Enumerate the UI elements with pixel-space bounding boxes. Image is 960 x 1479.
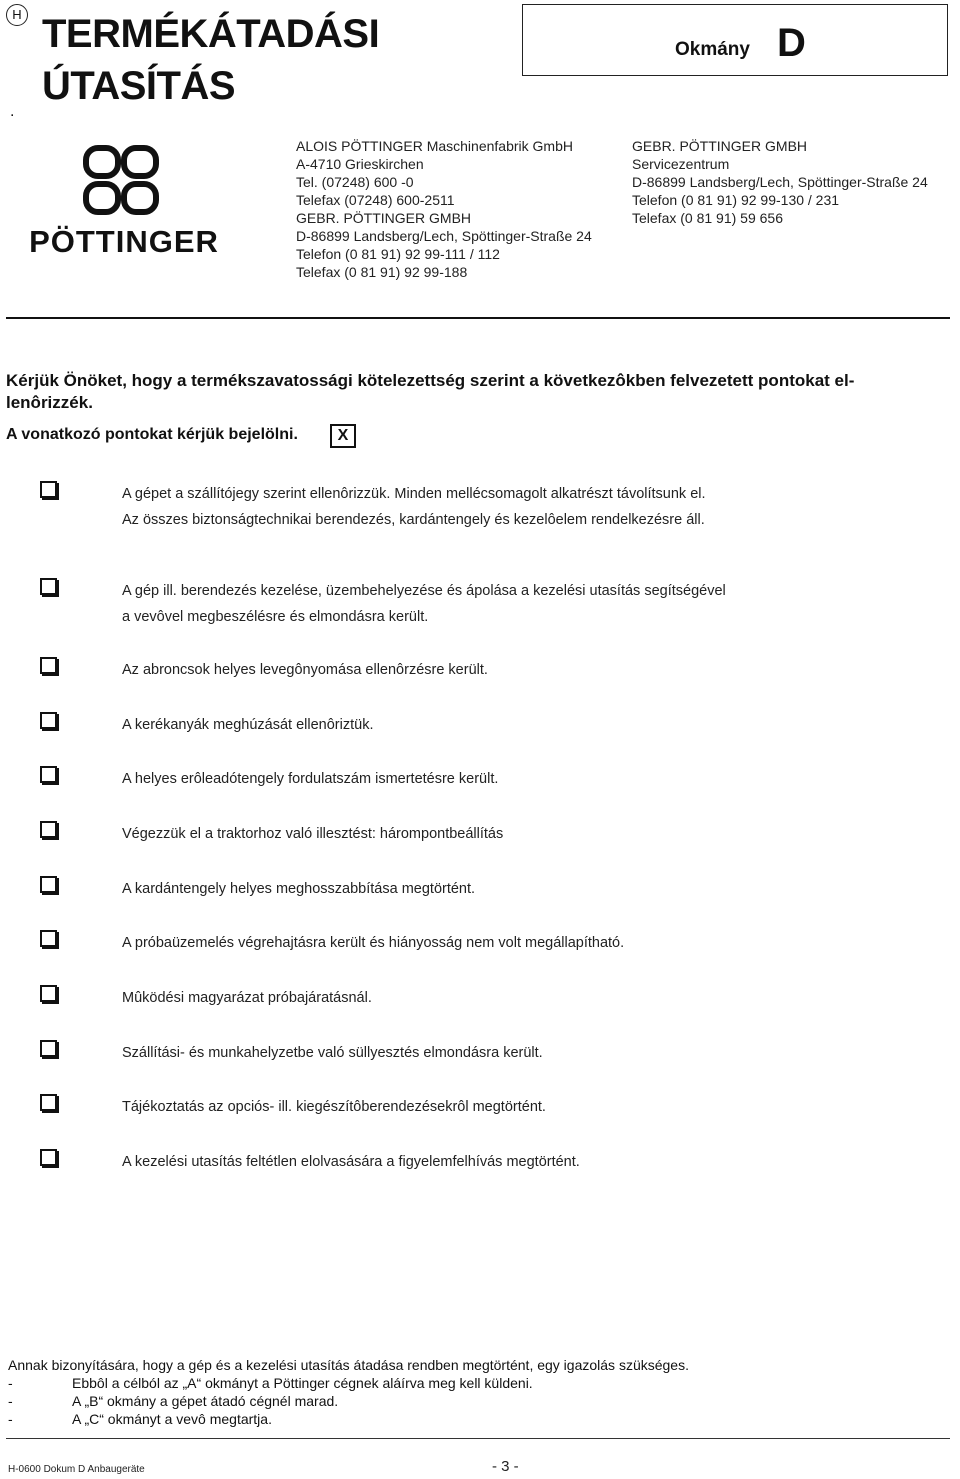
address-line: Telefon (0 81 91) 92 99-130 / 231 — [632, 192, 840, 208]
document-type-box — [522, 4, 948, 76]
document-label: Okmány — [675, 39, 750, 60]
mark-instruction: A vonatkozó pontokat kérjük bejelölni. — [6, 426, 298, 443]
address-line: Telefax (07248) 600-2511 — [296, 192, 455, 208]
checkbox-2[interactable] — [40, 578, 57, 595]
address-line: ALOIS PÖTTINGER Maschinenfabrik GmbH — [296, 138, 573, 154]
footer-bullet — [8, 1374, 689, 1392]
bullet-dot: . — [10, 103, 15, 120]
address-line: D-86899 Landsberg/Lech, Spöttinger-Straße 24 — [632, 174, 928, 190]
address-line: Telefax (0 81 91) 92 99-188 — [296, 264, 468, 280]
address-line: GEBR. PÖTTINGER GMBH — [632, 138, 808, 154]
checkbox-1[interactable] — [40, 481, 57, 498]
logo-square-2 — [124, 148, 156, 176]
checkbox-10[interactable] — [40, 1040, 57, 1057]
address-line: GEBR. PÖTTINGER GMBH — [296, 210, 472, 226]
checkbox-12[interactable] — [40, 1149, 57, 1166]
title-line-1: TERMÉKÁTADÁSI — [42, 12, 380, 56]
checklist-item-2 — [122, 578, 726, 630]
checklist-item-5: A helyes erôleadótengely fordulatszám ismertetésre került. — [122, 771, 499, 787]
logo-wordmark: PÖTTINGER — [29, 224, 219, 259]
footer-dash: - — [8, 1375, 13, 1391]
address-line: A-4710 Grieskirchen — [296, 156, 424, 172]
address-left — [296, 137, 592, 281]
header-divider — [6, 317, 950, 319]
checklist-item-text: Az összes biztonságtechnikai berendezés, kardántengely és kezelôelem rendelkezésre áll. — [122, 512, 705, 528]
title-line-2: ÚTASÍTÁS — [42, 64, 236, 108]
footer-dash: - — [8, 1393, 13, 1409]
footer-divider — [6, 1438, 950, 1439]
logo-square-4 — [124, 184, 156, 212]
footer-statement — [8, 1356, 689, 1428]
checkbox-4[interactable] — [40, 712, 57, 729]
checklist-item-text: A gépet a szállítójegy szerint ellenôrizzük. Minden mellécsomagolt alkatrészt távolítsunk el. — [122, 486, 706, 502]
checklist-item-10: Szállítási- és munkahelyzetbe való süllyesztés elmondásra került. — [122, 1045, 543, 1061]
checklist-item-1 — [122, 481, 706, 533]
checklist-item-4: A kerékanyák meghúzását ellenôriztük. — [122, 717, 374, 733]
mark-example-box: X — [330, 424, 356, 448]
address-line: D-86899 Landsberg/Lech, Spöttinger-Straße 24 — [296, 228, 592, 244]
checkbox-9[interactable] — [40, 985, 57, 1002]
footer-dash: - — [8, 1411, 13, 1427]
checklist-item-11: Tájékoztatás az opciós- ill. kiegészítôberendezésekrôl megtörtént. — [122, 1099, 546, 1115]
checklist-item-12: A kezelési utasítás feltétlen elolvasására a figyelemfelhívás megtörtént. — [122, 1154, 580, 1170]
checklist-item-text: A gép ill. berendezés kezelése, üzembehelyezése és ápolása a kezelési utasítás segítségével — [122, 583, 726, 599]
logo-square-3 — [86, 184, 118, 212]
address-line: Telefon (0 81 91) 92 99-111 / 112 — [296, 246, 500, 262]
address-line: Tel. (07248) 600 -0 — [296, 174, 414, 190]
footer-bullet-text: A „C“ okmányt a vevô megtartja. — [72, 1411, 272, 1427]
checklist-item-9: Mûködési magyarázat próbajáratásnál. — [122, 990, 372, 1006]
pottinger-logo — [8, 144, 240, 264]
intro-line-2: lenôrizzék. — [6, 393, 93, 412]
address-line: Telefax (0 81 91) 59 656 — [632, 210, 783, 226]
checkbox-6[interactable] — [40, 821, 57, 838]
language-badge: H — [6, 4, 28, 26]
intro-text — [6, 370, 950, 414]
checklist-item-8: A próbaüzemelés végrehajtásra került és hiányosság nem volt megállapítható. — [122, 935, 625, 951]
document-code: H-0600 Dokum D Anbaugeräte — [8, 1464, 145, 1475]
checkbox-5[interactable] — [40, 766, 57, 783]
document-title — [42, 8, 379, 112]
checkbox-11[interactable] — [40, 1094, 57, 1111]
footer-bullet — [8, 1392, 689, 1410]
logo-square-1 — [86, 148, 118, 176]
checklist-item-3: Az abroncsok helyes levegônyomása ellenôrzésre került. — [122, 662, 488, 678]
footer-intro: Annak bizonyítására, hogy a gép és a kezelési utasítás átadása rendben megtörtént, egy igazolás szükséges. — [8, 1357, 689, 1373]
footer-bullet — [8, 1410, 689, 1428]
checklist-item-6: Végezzük el a traktorhoz való illesztést: hárompontbeállítás — [122, 826, 504, 842]
document-letter: D — [777, 21, 806, 65]
checkbox-8[interactable] — [40, 930, 57, 947]
footer-bullet-text: Ebbôl a célból az „A“ okmányt a Pöttinger cégnek aláírva meg kell küldeni. — [72, 1375, 533, 1391]
intro-line-1: Kérjük Önöket, hogy a termékszavatossági kötelezettség szerint a következôkben felvezetett pontokat el- — [6, 371, 855, 390]
checklist-item-text: a vevôvel megbeszélésre és elmondásra került. — [122, 609, 429, 625]
checkbox-7[interactable] — [40, 876, 57, 893]
footer-bullet-text: A „B“ okmány a gépet átadó cégnél marad. — [72, 1393, 339, 1409]
checklist-item-7: A kardántengely helyes meghosszabbítása megtörtént. — [122, 881, 476, 897]
page-number: - 3 - — [492, 1458, 519, 1475]
address-right — [632, 137, 928, 227]
address-line: Servicezentrum — [632, 156, 730, 172]
checkbox-3[interactable] — [40, 657, 57, 674]
